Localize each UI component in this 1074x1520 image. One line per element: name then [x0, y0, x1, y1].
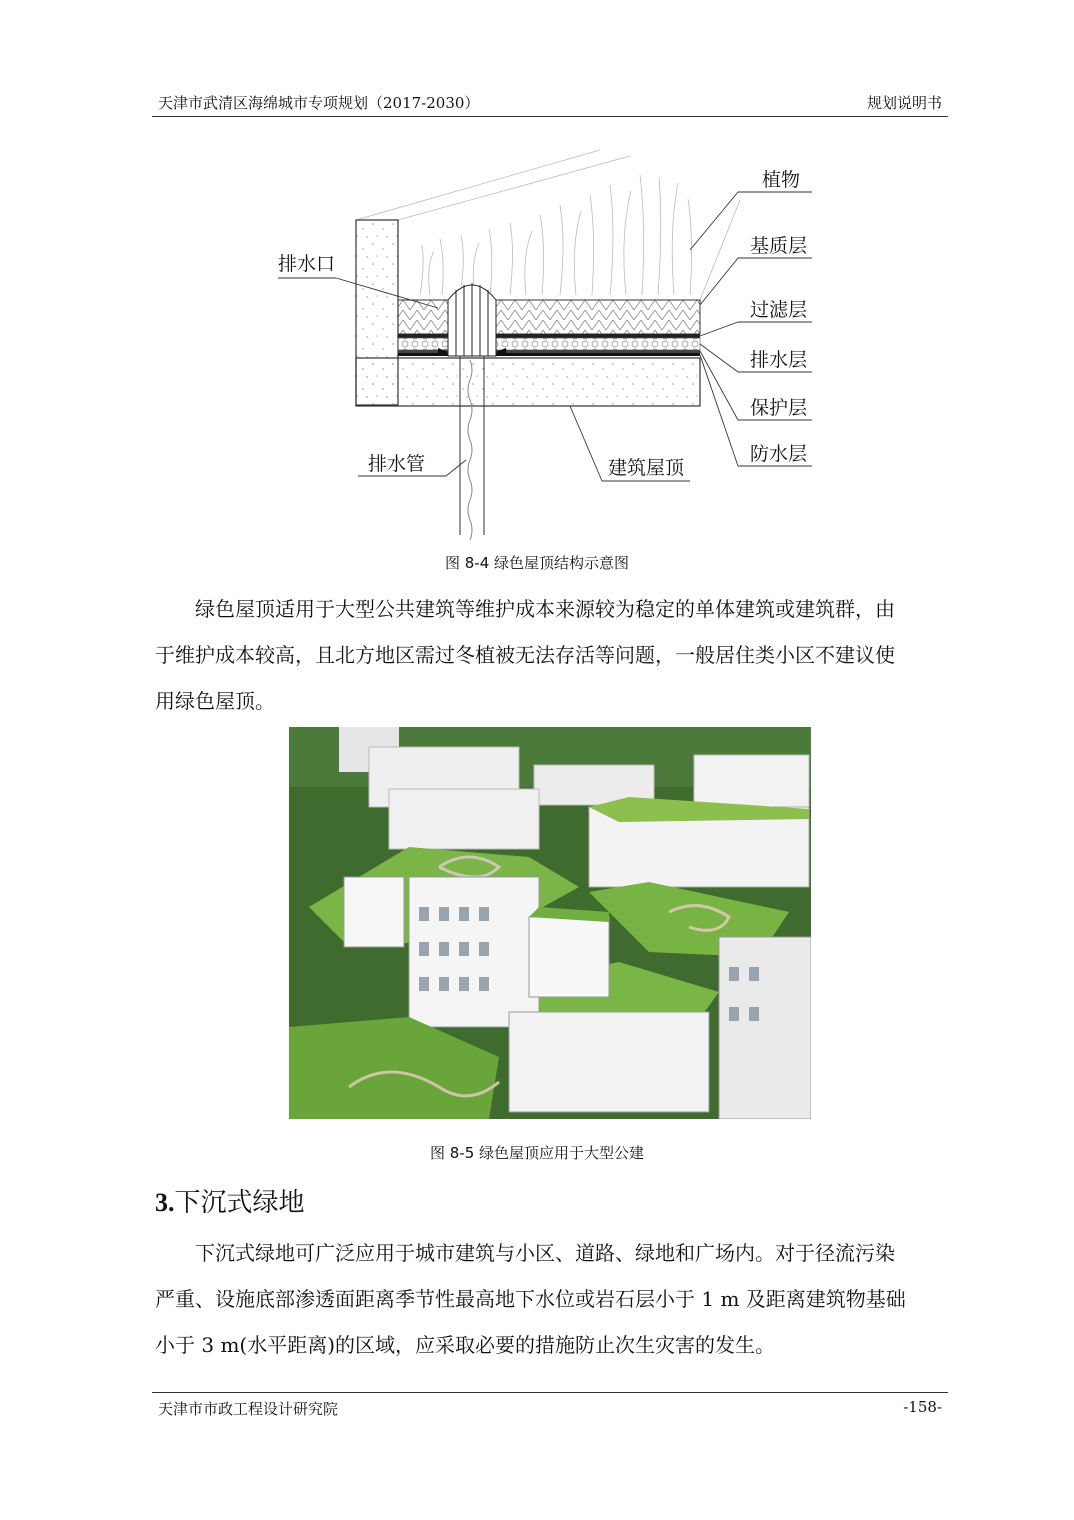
paragraph-green-roof — [155, 586, 947, 724]
label-protection: 保护层 — [750, 397, 808, 419]
header-divider — [152, 116, 948, 117]
paragraph-line: 用绿色屋顶。 — [155, 689, 275, 713]
substrate-layer — [398, 300, 700, 334]
green-roof-structure-diagram — [270, 140, 830, 540]
label-pipe: 排水管 — [368, 453, 426, 475]
roof-slab — [356, 358, 700, 406]
label-roof: 建筑屋顶 — [608, 457, 685, 479]
green-roof-photo — [289, 727, 811, 1119]
drain-outlet — [448, 283, 496, 356]
label-plants: 植物 — [762, 169, 801, 191]
page-number: -158- — [903, 1398, 942, 1416]
header-title: 天津市武清区海绵城市专项规划（2017-2030） — [158, 94, 480, 112]
paragraph-line: 严重、设施底部渗透面距离季节性最高地下水位或岩石层小于 1 m 及距离建筑物基础 — [155, 1287, 906, 1311]
header-doc-type: 规划说明书 — [866, 94, 942, 112]
perspective-lines — [356, 150, 740, 300]
footer-institute: 天津市市政工程设计研究院 — [158, 1400, 339, 1418]
filter-layer — [398, 334, 700, 338]
paragraph-line: 小于 3 m(水平距离)的区域，应采取必要的措施防止次生灾害的发生。 — [155, 1333, 776, 1357]
paragraph-line: 于维护成本较高，且北方地区需过冬植被无法存活等问题，一般居住类小区不建议使 — [155, 643, 895, 667]
section-heading — [155, 1182, 305, 1219]
label-filter: 过滤层 — [750, 299, 808, 321]
figure-8-4-caption: 图 8-4 绿色屋顶结构示意图 — [444, 554, 630, 572]
label-waterproof: 防水层 — [750, 443, 808, 465]
figure-8-5-caption: 图 8-5 绿色屋顶应用于大型公建 — [429, 1144, 645, 1162]
paragraph-line: 绿色屋顶适用于大型公共建筑等维护成本来源较为稳定的单体建筑或建筑群，由 — [195, 597, 895, 621]
page-header — [152, 92, 948, 114]
label-drainage-layer: 排水层 — [750, 349, 808, 371]
footer-divider — [152, 1392, 948, 1393]
section-number: 3. — [155, 1188, 175, 1217]
section-title: 下沉式绿地 — [174, 1188, 305, 1218]
paragraph-line: 下沉式绿地可广泛应用于城市建筑与小区、道路、绿地和广场内。对于径流污染 — [195, 1241, 895, 1265]
label-outlet: 排水口 — [278, 253, 336, 275]
label-substrate: 基质层 — [750, 235, 808, 257]
plant-grass — [420, 175, 692, 295]
drainage-layer — [398, 338, 700, 350]
paragraph-sunken-greenland — [155, 1230, 947, 1368]
